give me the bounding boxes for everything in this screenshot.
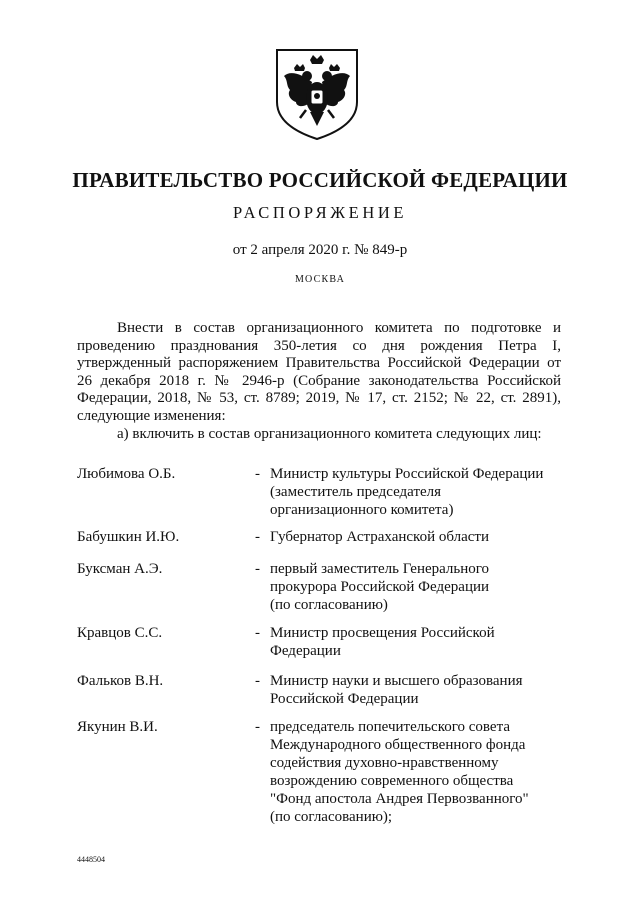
document-code: 4448504 [77, 855, 105, 864]
role-line: "Фонд апостола Андрея Первозванного" [270, 791, 529, 807]
role-line: возрождению современного общества [270, 773, 514, 789]
role-line: председатель попечительского совета [270, 719, 510, 735]
document-body [77, 320, 561, 443]
coat-of-arms-emblem-icon [272, 46, 362, 142]
person-dash: - [255, 625, 260, 641]
person-name: Якунин В.И. [77, 719, 158, 735]
person-role [270, 560, 570, 614]
person-dash: - [255, 673, 260, 689]
person-name: Бабушкин И.Ю. [77, 529, 180, 545]
document-city: МОСКВА [294, 274, 346, 285]
role-line: Министр культуры Российской Федерации [270, 466, 544, 482]
person-name: Кравцов С.С. [77, 625, 163, 641]
role-line: Министр просвещения Российской [270, 625, 495, 641]
role-line: первый заместитель Генерального [270, 561, 490, 577]
intro-line: Внести в состав организационного комитета по подготовке [117, 320, 542, 336]
intro-line: и проведению празднования 350-летия со дня рождения Петра I, [77, 320, 562, 354]
person-role [270, 672, 570, 708]
person-dash: - [255, 719, 260, 735]
role-line: прокурора Российской Федерации [270, 579, 490, 595]
person-role [270, 465, 570, 519]
role-line: Федерации [270, 643, 341, 659]
role-line: Министр науки и высшего образования [270, 673, 523, 689]
government-title: ПРАВИТЕЛЬСТВО РОССИЙСКОЙ ФЕДЕРАЦИИ [72, 168, 568, 192]
role-line: Губернатор Астраханской области [270, 529, 490, 545]
role-line: (по согласованию); [270, 809, 393, 825]
role-line: Российской Федерации [270, 691, 419, 707]
document-date-number: от 2 апреля 2020 г. № 849-р [232, 242, 408, 258]
person-dash: - [255, 529, 260, 545]
person-name: Буксман А.Э. [77, 561, 163, 577]
role-line: (заместитель председателя [270, 484, 442, 500]
person-dash: - [255, 466, 260, 482]
role-line: организационного комитета) [270, 502, 454, 518]
person-role [270, 528, 570, 546]
person-name: Фальков В.Н. [77, 673, 164, 689]
role-line: Международного общественного фонда [270, 737, 526, 753]
intro-paragraph [77, 320, 561, 426]
role-line: (по согласованию) [270, 597, 388, 613]
intro-line: утвержденный распоряжением Правительства Российской Федерации [77, 355, 540, 372]
person-name: Любимова О.Б. [77, 466, 176, 482]
intro-line: Федерации, 2018, № 53, ст. 8789; 2019, № 17, ст. 2152; № 22, ст. 2891), [77, 390, 561, 407]
document-type: РАСПОРЯЖЕНИЕ [232, 203, 408, 222]
intro-line: от 26 декабря 2018 г. № 2946-р (Собрание законодательства Российской [77, 355, 561, 389]
item-a: а) включить в состав организационного комитета следующих лиц: [117, 425, 542, 442]
person-role [270, 624, 570, 660]
person-dash: - [255, 561, 260, 577]
person-role [270, 718, 570, 826]
intro-line: следующие изменения: [77, 407, 226, 424]
role-line: содействия духовно-нравственному [270, 755, 499, 771]
